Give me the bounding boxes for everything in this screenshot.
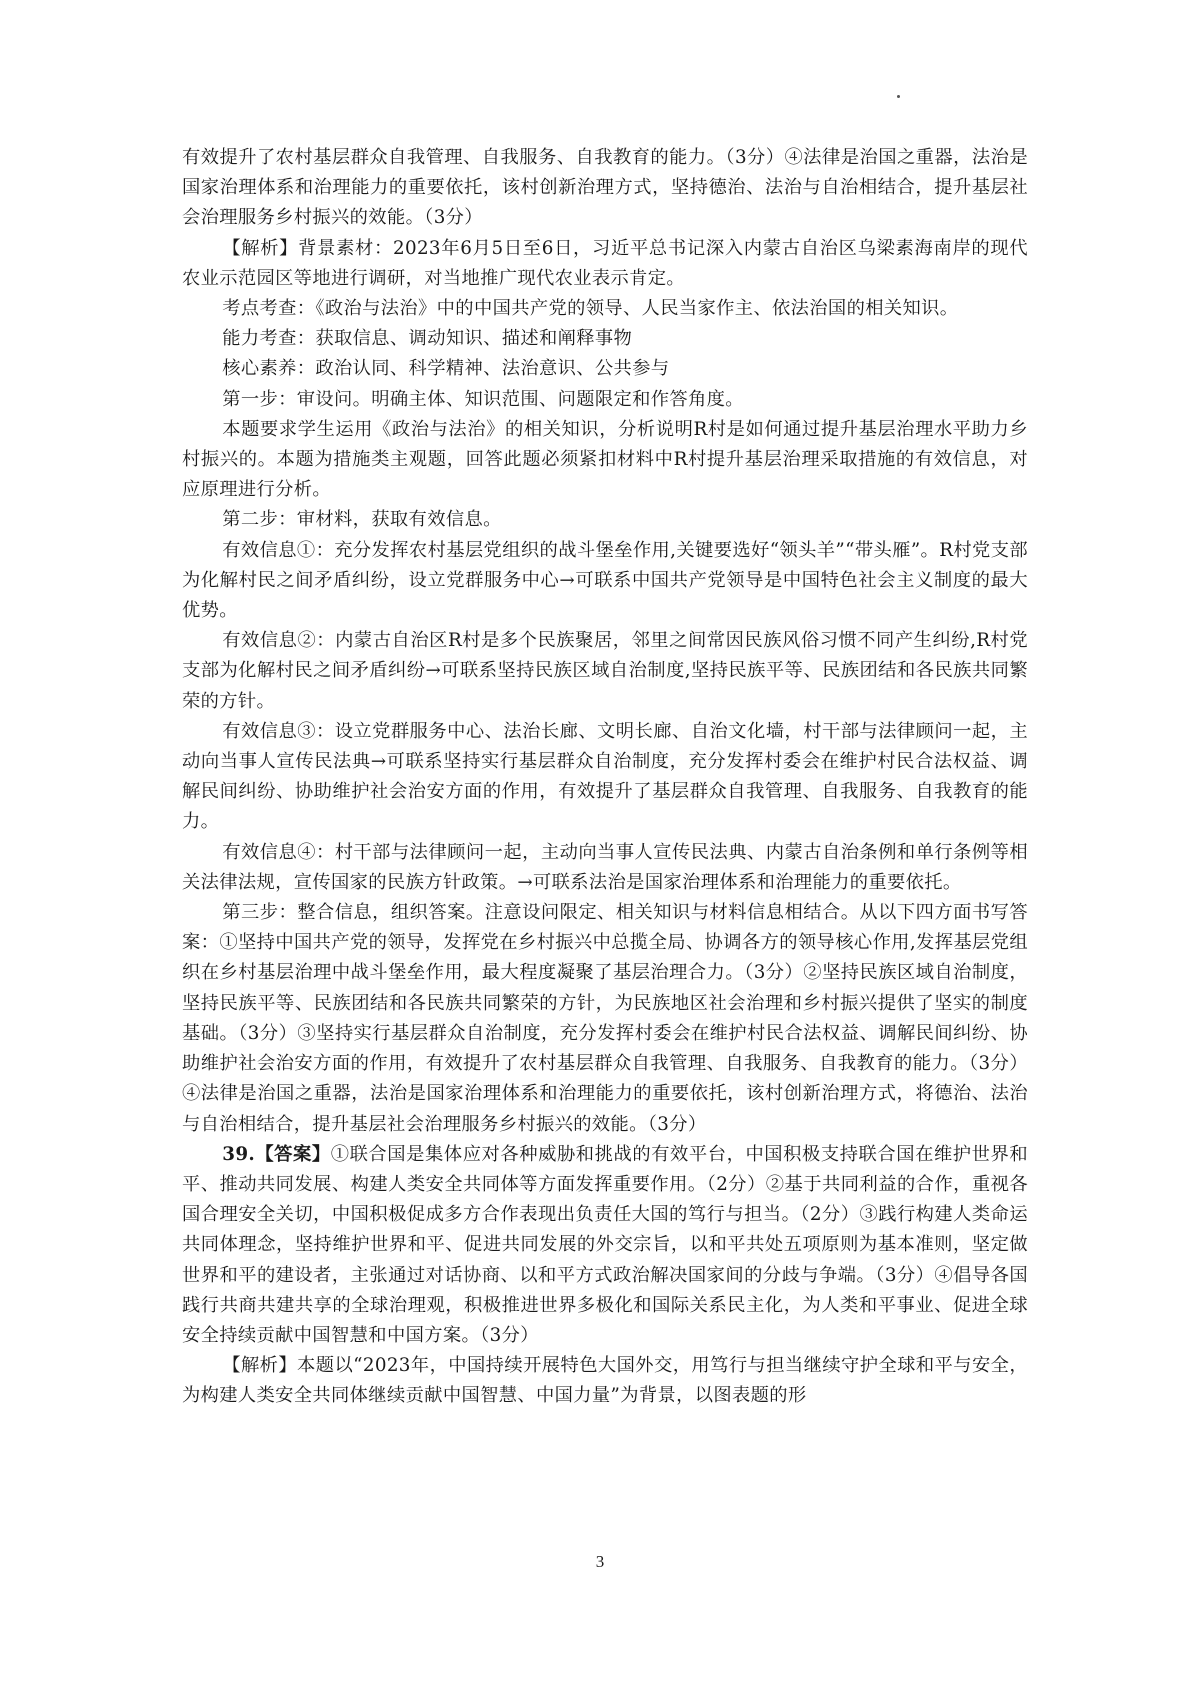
paragraph-text: 第一步：审设问。明确主体、知识范围、问题限定和作答角度。	[222, 388, 744, 410]
paragraph-text: 有效信息①：充分发挥农村基层党组织的战斗堡垒作用,关键要选好“领头羊”“带头雁”。R村党支部为化解村民之间矛盾纠纷，设立党群服务中心→可联系中国共产党领导是中国特色社会主义制度的最大优势。	[182, 539, 1028, 622]
document-body	[182, 143, 1028, 1412]
paragraph-11	[182, 717, 1028, 838]
paragraph-15	[182, 1351, 1028, 1411]
page-number: 3	[595, 1552, 605, 1571]
paragraph-text: 考点考查：《政治与法治》中的中国共产党的领导、人民当家作主、依法治国的相关知识。	[222, 298, 959, 320]
paragraph-2	[182, 234, 1028, 294]
paragraph-13	[182, 898, 1028, 1140]
paragraph-text: 第三步：整合信息，组织答案。注意设问限定、相关知识与材料信息相结合。从以下四方面书写答案：①坚持中国共产党的领导，发挥党在乡村振兴中总揽全局、协调各方的领导核心作用,发挥基层党组织在乡村基层治理中战斗堡垒作用，最大程度凝聚了基层治理合力。（3分）②坚持民族区域自治制度，坚持民族平等、民族团结和各民族共同繁荣的方针，为民族地区社会治理和乡村振兴提供了坚实的制度基础。（3分）③坚持实行基层群众自治制度，充分发挥村委会在维护村民合法权益、调解民间纠纷、协助维护社会治安方面的作用，有效提升了农村基层群众自我管理、自我服务、自我教育的能力。（3分）④法律是治国之重器，法治是国家治理体系和治理能力的重要依托，该村创新治理方式，将德治、法治与自治相结合，提升基层社会治理服务乡村振兴的效能。（3分）	[182, 902, 1028, 1135]
paragraph-8	[182, 505, 1028, 535]
paragraph-4	[182, 324, 1028, 354]
paragraph-12	[182, 838, 1028, 898]
answer-heading: 39.【答案】	[222, 1143, 331, 1165]
paragraph-text: 有效提升了农村基层群众自我管理、自我服务、自我教育的能力。（3分）④法律是治国之重器，法治是国家治理体系和治理能力的重要依托，该村创新治理方式，坚持德治、法治与自治相结合，提升基层社会治理服务乡村振兴的效能。（3分）	[182, 147, 1028, 229]
paragraph-text: 有效信息③：设立党群服务中心、法治长廊、文明长廊、自治文化墙，村干部与法律顾问一起，主动向当事人宣传民法典→可联系坚持实行基层群众自治制度，充分发挥村委会在维护村民合法权益、调解民间纠纷、协助维护社会治安方面的作用，有效提升了基层群众自我管理、自我服务、自我教育的能力。	[182, 720, 1028, 833]
paragraph-text: 本题要求学生运用《政治与法治》的相关知识，分析说明R村是如何通过提升基层治理水平助力乡村振兴的。本题为措施类主观题，回答此题必须紧扣材料中R村提升基层治理采取措施的有效信息，对应原理进行分析。	[182, 418, 1028, 501]
paragraph-10	[182, 626, 1028, 717]
paragraph-text: 【解析】背景素材：2023年6月5日至6日，习近平总书记深入内蒙古自治区乌梁素海南岸的现代农业示范园区等地进行调研，对当地推广现代农业表示肯定。	[182, 237, 1028, 289]
paragraph-6	[182, 385, 1028, 415]
paragraph-3	[182, 294, 1028, 324]
paragraph-1	[182, 143, 1028, 234]
paragraph-9	[182, 536, 1028, 627]
paragraph-14	[182, 1140, 1028, 1351]
paragraph-5	[182, 354, 1028, 384]
paragraph-text: 【解析】本题以“2023年，中国持续开展特色大国外交，用笃行与担当继续守护全球和平与安全，为构建人类安全共同体继续贡献中国智慧、中国力量”为背景，以图表题的形	[182, 1355, 1028, 1407]
paragraph-7	[182, 415, 1028, 506]
paragraph-text: 核心素养：政治认同、科学精神、法治意识、公共参与	[222, 358, 670, 380]
paragraph-text: ①联合国是集体应对各种威胁和挑战的有效平台，中国积极支持联合国在维护世界和平、推动共同发展、构建人类安全共同体等方面发挥重要作用。（2分）②基于共同利益的合作，重视各国合理安全关切，中国积极促成多方合作表现出负责任大国的笃行与担当。（2分）③践行构建人类命运共同体理念，坚持维护世界和平、促进共同发展的外交宗旨，以和平共处五项原则为基本准则，坚定做世界和平的建设者，主张通过对话协商、以和平方式政治解决国家间的分歧与争端。（3分）④倡导各国践行共商共建共享的全球治理观，积极推进世界多极化和国际关系民主化，为人类和平事业、促进全球安全持续贡献中国智慧和中国方案。（3分）	[182, 1143, 1028, 1346]
paragraph-text: 有效信息④：村干部与法律顾问一起，主动向当事人宣传民法典、内蒙古自治条例和单行条例等相关法律法规，宣传国家的民族方针政策。→可联系法治是国家治理体系和治理能力的重要依托。	[182, 841, 1028, 893]
paragraph-text: 能力考查：获取信息、调动知识、描述和阐释事物	[222, 328, 633, 350]
page-mark-dot	[897, 95, 900, 98]
paragraph-text: 第二步：审材料，获取有效信息。	[222, 509, 502, 531]
paragraph-text: 有效信息②：内蒙古自治区R村是多个民族聚居，邻里之间常因民族风俗习惯不同产生纠纷,R村党支部为化解村民之间矛盾纠纷→可联系坚持民族区域自治制度,坚持民族平等、民族团结和各民族共同繁荣的方针。	[182, 630, 1028, 712]
